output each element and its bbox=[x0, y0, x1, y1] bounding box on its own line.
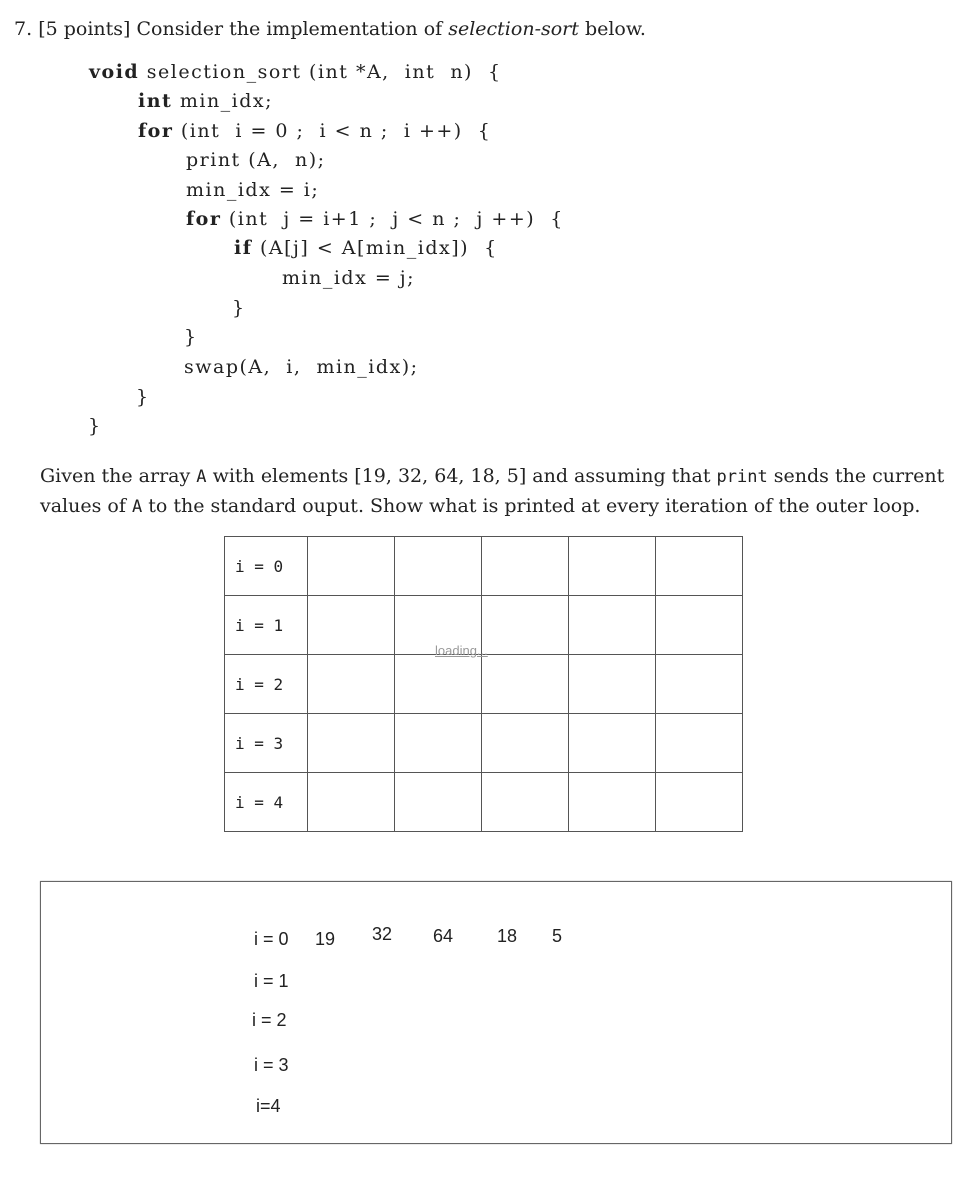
table-cell bbox=[569, 596, 656, 655]
table-cell bbox=[656, 714, 743, 773]
table-cell bbox=[395, 537, 482, 596]
code-line: min_idx = j; bbox=[282, 267, 416, 289]
code-line: print (A, n); bbox=[186, 149, 326, 171]
table-cell bbox=[656, 655, 743, 714]
answer-template-table bbox=[224, 536, 743, 832]
table-cell bbox=[395, 655, 482, 714]
code-line: min_idx = i; bbox=[186, 179, 320, 201]
code-line: } bbox=[136, 386, 150, 408]
table-cell bbox=[395, 714, 482, 773]
code-line: } bbox=[88, 415, 102, 437]
code-line: for (int i = 0 ; i < n ; i ++) { bbox=[138, 120, 492, 142]
row-label: i = 3 bbox=[225, 714, 308, 773]
code-line: int min_idx; bbox=[138, 90, 274, 112]
answer-row-label: i = 2 bbox=[252, 1010, 287, 1030]
answer-row-label: i = 0 bbox=[254, 929, 289, 949]
answer-box[interactable] bbox=[40, 881, 952, 1144]
table-cell bbox=[395, 773, 482, 832]
question-text-after: below. bbox=[584, 18, 646, 40]
table-cell bbox=[569, 537, 656, 596]
answer-row-label: i = 1 bbox=[254, 971, 289, 991]
table-cell bbox=[656, 773, 743, 832]
row-label: i = 4 bbox=[225, 773, 308, 832]
answer-row-label: i=4 bbox=[256, 1096, 281, 1116]
table-cell bbox=[308, 655, 395, 714]
table-cell bbox=[308, 773, 395, 832]
question-text-before: Consider the implementation of bbox=[136, 18, 443, 40]
loading-indicator: loading... bbox=[435, 643, 488, 658]
print-function-name: print bbox=[716, 467, 768, 487]
table-cell bbox=[308, 537, 395, 596]
table-cell bbox=[308, 714, 395, 773]
code-line: } bbox=[184, 326, 198, 348]
code-line: for (int j = i+1 ; j < n ; j ++) { bbox=[186, 208, 564, 230]
code-line: if (A[j] < A[min_idx]) { bbox=[234, 237, 498, 259]
table-cell bbox=[482, 773, 569, 832]
table-row bbox=[225, 714, 743, 773]
table-row bbox=[225, 655, 743, 714]
table-cell bbox=[656, 596, 743, 655]
array-name: A bbox=[131, 497, 143, 517]
answer-value: 32 bbox=[372, 924, 393, 944]
answer-row-label: i = 3 bbox=[254, 1055, 289, 1075]
table-cell bbox=[308, 596, 395, 655]
question-points: [5 points] bbox=[38, 18, 131, 40]
table-cell bbox=[569, 773, 656, 832]
row-label: i = 1 bbox=[225, 596, 308, 655]
table-cell bbox=[482, 537, 569, 596]
table-row bbox=[225, 537, 743, 596]
row-label: i = 0 bbox=[225, 537, 308, 596]
answer-value: 5 bbox=[552, 926, 563, 946]
answer-value: 18 bbox=[497, 926, 518, 946]
table-cell bbox=[482, 655, 569, 714]
table-cell bbox=[482, 596, 569, 655]
table-cell bbox=[569, 655, 656, 714]
code-line: } bbox=[232, 297, 246, 319]
table-cell bbox=[569, 714, 656, 773]
table-row bbox=[225, 773, 743, 832]
code-line: swap(A, i, min_idx); bbox=[184, 356, 419, 378]
row-label: i = 2 bbox=[225, 655, 308, 714]
array-name: A bbox=[196, 467, 207, 487]
table-cell bbox=[482, 714, 569, 773]
question-number: 7. bbox=[14, 18, 33, 40]
problem-description: Given the array A with elements [19, 32, 64, 18, 5] and assuming that print sends the current values of A to the standard ouput. Show what is printed at every iteration of the outer loop. bbox=[40, 465, 945, 517]
table-cell bbox=[656, 537, 743, 596]
code-line: void selection_sort (int *A, int n) { bbox=[89, 61, 502, 83]
question-header bbox=[14, 18, 646, 40]
question-emphasis: selection-sort bbox=[448, 18, 579, 40]
answer-value: 64 bbox=[433, 926, 454, 946]
answer-value: 19 bbox=[315, 929, 336, 949]
